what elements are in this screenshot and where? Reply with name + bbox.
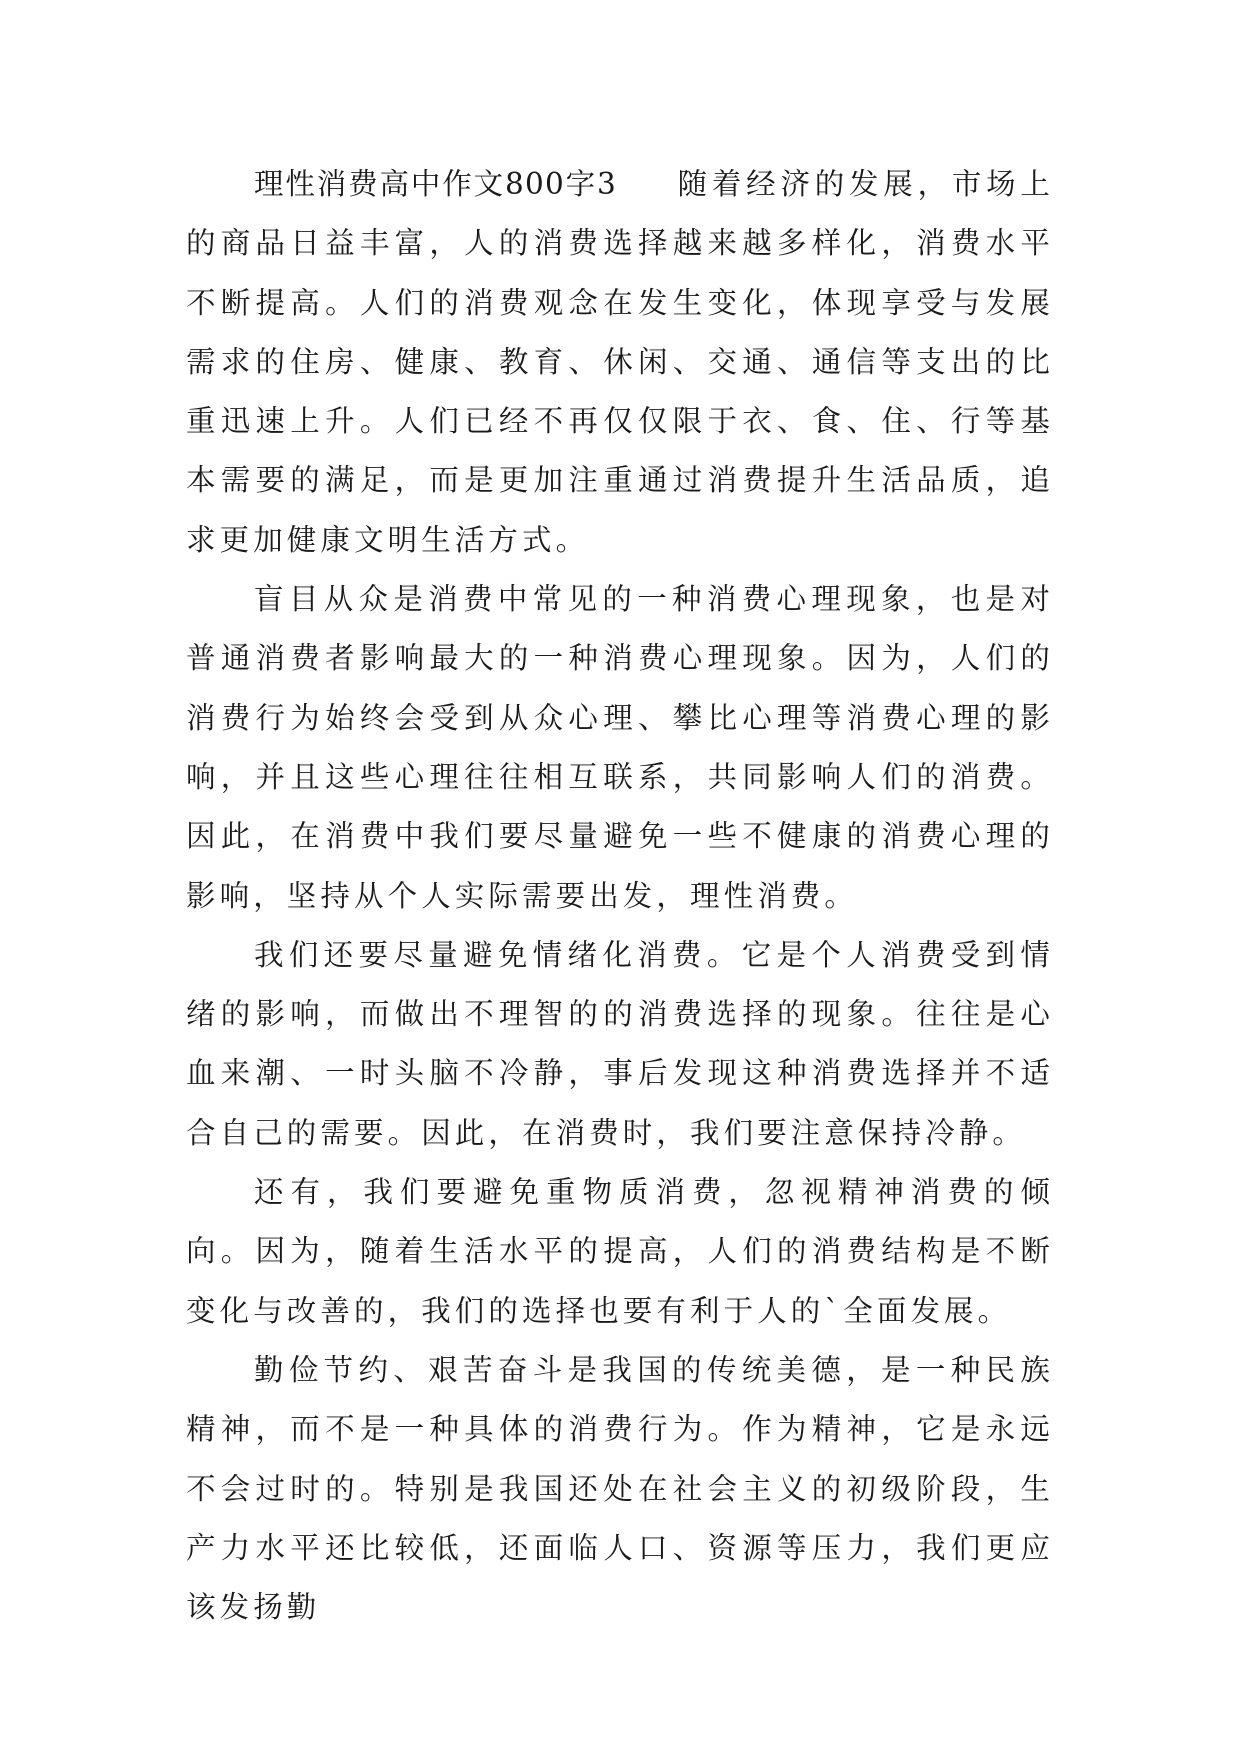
essay-title: 理性消费高中作文800字3 (254, 167, 617, 201)
paragraph-text: 随着经济的发展，市场上的商品日益丰富，人的消费选择越来越多样化，消费水平不断提高。人们的消费观念在发生变化，体现享受与发展需求的住房、健康、教育、休闲、交通、通信等支出的比重迅速上升。人们已经不再仅仅限于衣、食、住、行等基本需要的满足，而是更加注重通过消费提升生活品质，追求更加健康文明生活方式。 (186, 167, 1054, 557)
document-body (186, 155, 1054, 1637)
paragraph: 我们还要尽量避免情绪化消费。它是个人消费受到情绪的影响，而做出不理智的的消费选择的现象。往往是心血来潮、一时头脑不冷静，事后发现这种消费选择并不适合自己的需要。因此，在消费时，我们要注意保持冷静。 (186, 937, 1054, 1150)
paragraph-intro (186, 155, 1054, 570)
paragraph: 勤俭节约、艰苦奋斗是我国的传统美德，是一种民族精神，而不是一种具体的消费行为。作为精神，它是永远不会过时的。特别是我国还处在社会主义的初级阶段，生产力水平还比较低，还面临人口、资源等压力，我们更应该发扬勤 (186, 1352, 1054, 1625)
paragraph: 盲目从众是消费中常见的一种消费心理现象，也是对普通消费者影响最大的一种消费心理现象。因为，人们的消费行为始终会受到从众心理、攀比心理等消费心理的影响，并且这些心理往往相互联系，共同影响人们的消费。因此，在消费中我们要尽量避免一些不健康的消费心理的影响，坚持从个人实际需要出发，理性消费。 (186, 582, 1054, 913)
paragraph: 还有，我们要避免重物质消费，忽视精神消费的倾向。因为，随着生活水平的提高，人们的消费结构是不断变化与改善的，我们的选择也要有利于人的`全面发展。 (186, 1175, 1054, 1328)
